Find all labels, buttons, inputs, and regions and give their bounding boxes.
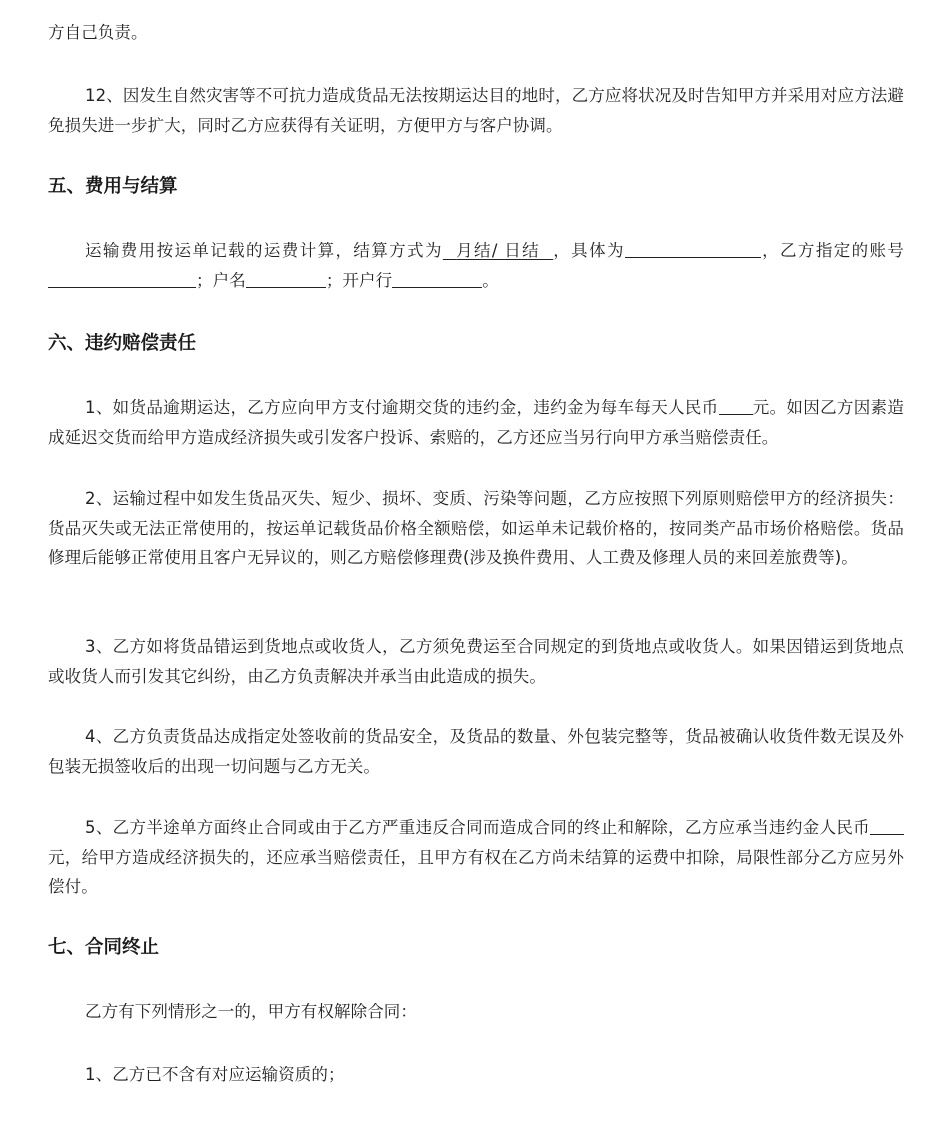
settlement-method: 月结/ 日结	[456, 241, 540, 260]
settlement-text-3: ，乙方指定的账号	[760, 241, 904, 260]
blank-penalty-per-day	[719, 396, 753, 415]
settlement-text-5: ；开户行	[325, 270, 393, 290]
clause-6-5-text-b: 元，给甲方造成经济损失的，还应承当赔偿责任，且甲方有权在乙方尚未结算的运费中扣除，局限性部分乙方应另外偿付。	[48, 847, 904, 896]
section-heading-6: 六、违约赔偿责任	[48, 333, 197, 354]
paragraph-6-4: 4、乙方负责货品达成指定处签收前的货品安全，及货品的数量、外包装完整等，货品被确认收货件数无误及外包装无损签收后的出现一切问题与乙方无关。	[48, 727, 904, 776]
blank-specific	[625, 239, 761, 258]
settlement-text-2: ，具体为	[553, 241, 625, 260]
blank-account	[48, 269, 196, 288]
paragraph-12: 12、因发生自然灾害等不可抗力造成货品无法按期运达目的地时，乙方应将状况及时告知甲方并采用对应方法避免损失进一步扩大，同时乙方应获得有关证明，方便甲方与客户协调。	[48, 86, 904, 135]
paragraph-6-3: 3、乙方如将货品错运到货地点或收货人，乙方须免费运至合同规定的到货地点或收货人。如果因错运到货地点或收货人而引发其它纠纷，由乙方负责解决并承当由此造成的损失。	[48, 637, 904, 686]
paragraph-7-intro: 乙方有下列情形之一的，甲方有权解除合同：	[85, 1002, 417, 1021]
section-heading-7: 七、合同终止	[48, 937, 160, 958]
blank-bank	[392, 269, 482, 288]
paragraph-6-5	[48, 813, 904, 902]
paragraph-7-1: 1、乙方已不含有对应运输资质的；	[85, 1065, 345, 1084]
paragraph-settlement	[48, 236, 904, 295]
settlement-text-1: 运输费用按运单记载的运费计算，结算方式为	[85, 241, 443, 260]
blank-account-name	[246, 269, 326, 288]
clause-6-5-text-a: 5、乙方半途单方面终止合同或由于乙方严重违反合同而造成合同的终止和解除，乙方应承当违约金人民币	[85, 818, 870, 837]
clause-6-1-text-a: 1、如货品逾期运达，乙方应向甲方支付逾期交货的违约金，违约金为每车每天人民币	[85, 398, 719, 417]
clause-6-1-text-b: 元。如因乙方因素造成延迟交货而给甲方造成经济损失或引发客户投诉、索赔的，乙方还应当另行向甲方承当赔偿责任。	[48, 398, 904, 447]
blank-penalty-amount	[870, 816, 904, 835]
settlement-text-4: ；户名	[196, 270, 246, 290]
section-heading-5: 五、费用与结算	[48, 176, 178, 197]
paragraph-intro-tail: 方自己负责。	[48, 23, 148, 42]
paragraph-6-2: 2、运输过程中如发生货品灭失、短少、损坏、变质、污染等问题，乙方应按照下列原则赔偿甲方的经济损失：货品灭失或无法正常使用的，按运单记载货品价格全额赔偿，如运单未记载价格的，按同类产品市场价格赔偿。货品修理后能够正常使用且客户无异议的，则乙方赔偿修理费(涉及换件费用、人工费及修理人员的来回差旅费等)。	[48, 489, 904, 567]
paragraph-6-1	[48, 393, 904, 452]
settlement-text-6: 。	[482, 270, 499, 290]
